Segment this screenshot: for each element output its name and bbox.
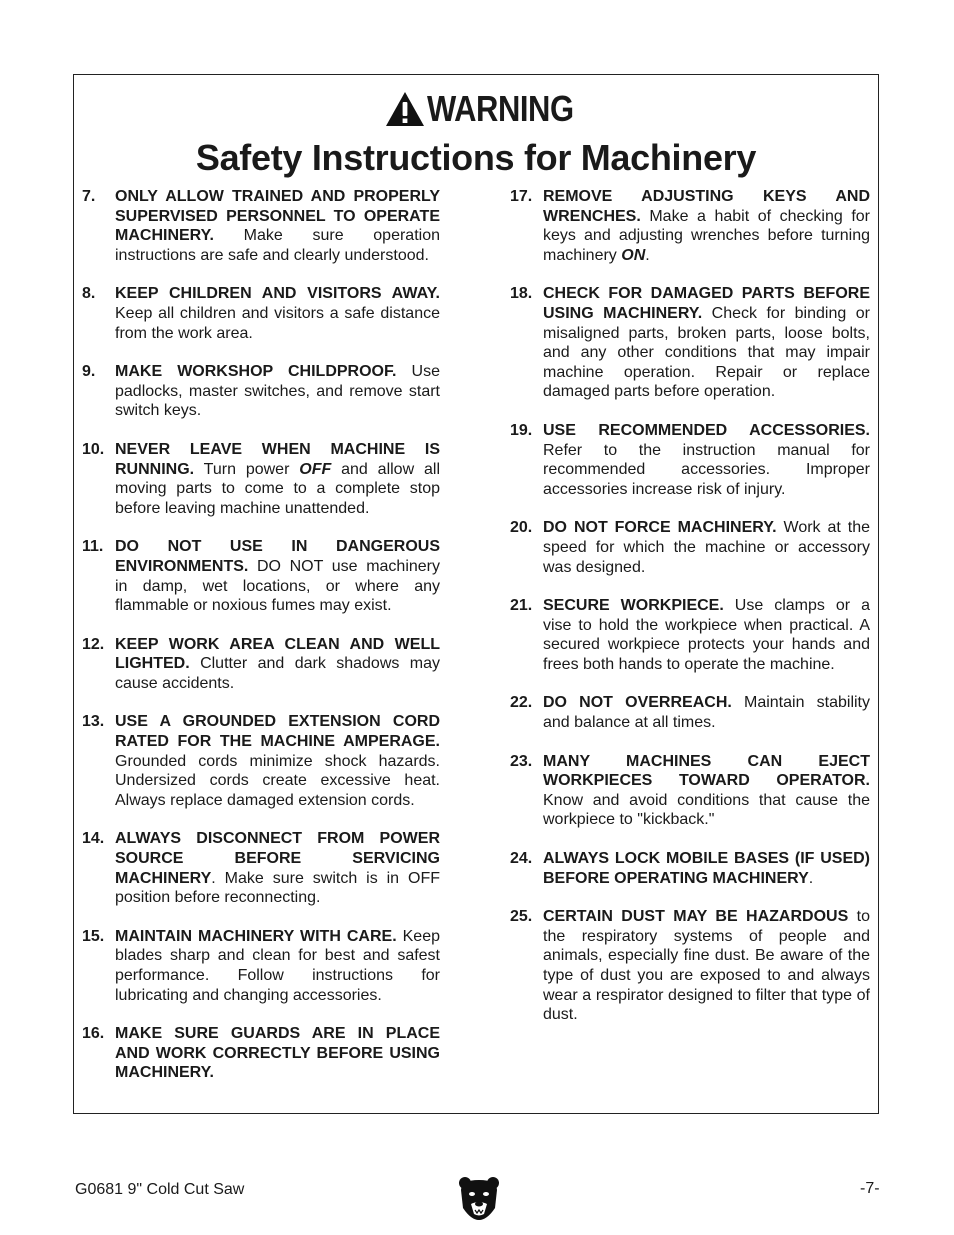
safety-item — [82, 829, 440, 907]
item-description: Turn power — [194, 460, 300, 478]
item-heading: SECURE WORKPIECE. — [543, 597, 724, 615]
safety-item — [510, 284, 870, 402]
item-number: 23. — [510, 752, 533, 770]
item-description: Know and avoid conditions that cause the workpiece to "kickback." — [543, 791, 870, 829]
item-text — [115, 1024, 440, 1083]
item-heading: CERTAIN DUST MAY BE HAZARDOUS — [543, 908, 849, 926]
item-heading: NEVER LEAVE WHEN MACHINE IS RUNNING. — [115, 440, 440, 478]
item-description: . Make sure switch is in OFF position before reconnecting. — [115, 869, 440, 907]
item-heading: CHECK FOR DAMAGED PARTS BEFORE USING MACHINERY. — [543, 285, 870, 322]
page-number: -7- — [860, 1180, 880, 1197]
item-text — [115, 187, 440, 265]
item-description: Use padlocks, master switches, and remove start switch keys. — [115, 363, 440, 420]
safety-item — [510, 518, 870, 577]
item-number: 20. — [510, 519, 533, 537]
item-number: 11. — [82, 538, 104, 556]
item-number: 25. — [510, 908, 533, 926]
item-number: 22. — [510, 694, 533, 712]
item-text — [115, 537, 440, 615]
item-heading: ALWAYS LOCK MOBILE BASES (IF USED) BEFORE OPERATING MACHINERY — [543, 850, 870, 887]
item-number: 18. — [510, 285, 533, 303]
item-text — [115, 829, 440, 907]
safety-item — [510, 187, 870, 265]
safety-item — [510, 693, 870, 732]
item-number: 7. — [82, 188, 96, 205]
item-text — [543, 849, 870, 888]
item-number: 10. — [82, 440, 105, 458]
safety-item — [82, 284, 440, 343]
item-description-end: . — [645, 246, 650, 264]
item-number: 12. — [82, 635, 105, 653]
safety-item — [82, 635, 440, 694]
safety-item — [82, 537, 440, 615]
bear-logo-icon — [457, 1174, 501, 1222]
item-number: 13. — [82, 713, 105, 731]
safety-item — [82, 440, 440, 518]
item-text — [115, 927, 440, 1005]
item-description: . — [808, 869, 814, 887]
footer-model: G0681 9" Cold Cut Saw — [75, 1181, 245, 1198]
item-heading: ALWAYS DISCONNECT FROM POWER SOURCE BEFORE SERVICING MACHINERY — [115, 830, 440, 887]
right-column — [510, 187, 870, 1044]
item-heading: MANY MACHINES CAN EJECT WORKPIECES TOWARD OPERATOR. — [543, 752, 870, 790]
item-text — [543, 752, 870, 830]
page-title: Safety Instructions for Machinery — [195, 137, 757, 178]
item-text — [115, 635, 440, 694]
item-description: Refer to the instruction manual for recommended accessories. Improper accessories increase risk of injury. — [543, 441, 870, 498]
safety-item — [82, 927, 440, 1005]
item-emphasis: OFF — [299, 460, 332, 478]
item-description: to the respiratory systems of people and animals, especially fine dust. Be aware of the type of dust you are exposed to and always wear a respirator designed to filter that type of dust. — [543, 908, 870, 1024]
item-description: Make sure operation instructions are safe and clearly understood. — [115, 227, 440, 264]
item-text — [543, 518, 870, 577]
warning-label: WARNING — [426, 88, 574, 129]
item-number: 19. — [510, 421, 533, 439]
warning-heading — [74, 89, 878, 129]
item-heading: MAINTAIN MACHINERY WITH CARE. — [115, 927, 397, 945]
item-number: 8. — [82, 285, 96, 303]
item-description: Keep all children and visitors a safe distance from the work area. — [115, 304, 440, 342]
item-description: DO NOT use machinery in damp, wet locations, or where any flammable or noxious fumes may exist. — [115, 557, 440, 615]
item-description: Grounded cords minimize shock hazards. Undersized cords create excessive heat. Always replace damaged extension cords. — [115, 752, 440, 809]
safety-item — [82, 1024, 440, 1083]
safety-item — [82, 712, 440, 810]
safety-item — [510, 596, 870, 674]
item-heading: ONLY ALLOW TRAINED AND PROPERLY SUPERVISED PERSONNEL TO OPERATE MACHINERY. — [115, 188, 440, 245]
left-column — [82, 187, 440, 1102]
item-text — [115, 362, 440, 421]
item-number: 14. — [82, 830, 105, 848]
item-text — [543, 596, 870, 674]
item-text — [543, 421, 870, 499]
item-number: 9. — [82, 363, 96, 381]
item-emphasis: ON — [621, 246, 646, 264]
item-text — [543, 284, 870, 402]
item-number: 17. — [510, 188, 533, 205]
item-heading: KEEP CHILDREN AND VISITORS AWAY. — [115, 285, 440, 303]
item-text — [115, 284, 440, 343]
warning-triangle-icon — [385, 91, 425, 127]
item-text — [543, 187, 870, 265]
item-number: 16. — [82, 1025, 105, 1043]
safety-item — [82, 187, 440, 265]
safety-item — [510, 849, 870, 888]
item-text — [115, 440, 440, 518]
item-heading: USE A GROUNDED EXTENSION CORD RATED FOR THE MACHINE AMPERAGE. — [115, 713, 440, 751]
item-heading: REMOVE ADJUSTING KEYS AND WRENCHES. — [543, 188, 870, 225]
item-heading: KEEP WORK AREA CLEAN AND WELL LIGHTED. — [115, 635, 440, 673]
item-description: Make a habit of checking for keys and adjusting wrenches before turning machinery — [543, 207, 870, 264]
item-heading: MAKE SURE GUARDS ARE IN PLACE AND WORK CORRECTLY BEFORE USING MACHINERY. — [115, 1025, 440, 1082]
item-description: Keep blades sharp and clean for best and safest performance. Follow instructions for lubricating and changing accessories. — [115, 927, 440, 1004]
item-heading: DO NOT OVERREACH. — [543, 694, 732, 712]
item-description: Use clamps or a vise to hold the workpiece when practical. A secured workpiece protects your hands and frees both hands to operate the machine. — [543, 597, 870, 673]
item-number: 15. — [82, 927, 105, 945]
header — [74, 89, 878, 179]
safety-item — [510, 907, 870, 1025]
item-text — [543, 907, 870, 1025]
safety-item — [82, 362, 440, 421]
item-text — [543, 693, 870, 732]
item-description: Work at the speed for which the machine or accessory was designed. — [543, 519, 870, 576]
safety-item — [510, 421, 870, 499]
item-heading: DO NOT USE IN DANGEROUS ENVIRONMENTS. — [115, 538, 440, 575]
item-description: Check for binding or misaligned parts, broken parts, loose bolts, and any other conditions that may impair machine operation. Repair or replace damaged parts before operation. — [543, 304, 870, 401]
item-description: Clutter and dark shadows may cause accidents. — [115, 655, 440, 692]
item-number: 24. — [510, 850, 533, 868]
safety-item — [510, 752, 870, 830]
item-description-end: and allow all moving parts to come to a complete stop before leaving machine unattended. — [115, 460, 440, 517]
item-heading: MAKE WORKSHOP CHILDPROOF. — [115, 363, 397, 381]
item-number: 21. — [510, 597, 533, 615]
warning-box — [73, 74, 879, 1114]
item-description: Maintain stability and balance at all times. — [543, 694, 870, 732]
item-heading: USE RECOMMENDED ACCESSORIES. — [543, 421, 870, 439]
item-text — [115, 712, 440, 810]
item-heading: DO NOT FORCE MACHINERY. — [543, 519, 777, 537]
